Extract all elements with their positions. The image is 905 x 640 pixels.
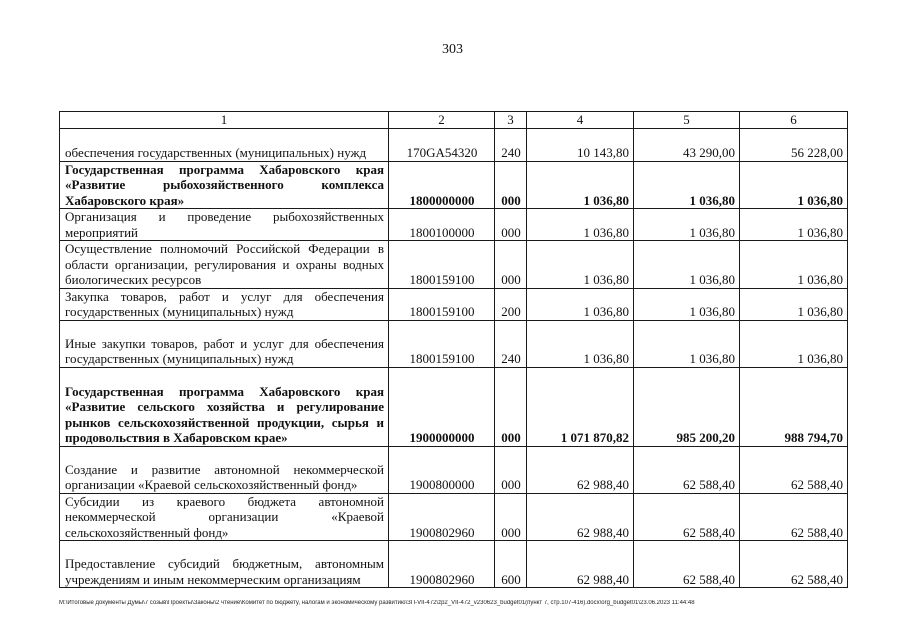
amount-col-5: 1 036,80 [634,320,740,367]
amount-col-5: 43 290,00 [634,128,740,161]
amount-col-6: 1 036,80 [740,288,848,320]
row-name: Осуществление полномочий Российской Федерации в области организации, регулирования и охраны водных биологических ресурсов [60,241,389,289]
amount-col-4: 62 988,40 [527,541,634,588]
table-header-row [60,112,848,129]
amount-col-4: 62 988,40 [527,493,634,541]
column-header-6: 6 [740,112,848,129]
budget-table [59,111,848,588]
table-row [60,288,848,320]
amount-col-5: 1 036,80 [634,161,740,209]
expense-type: 240 [495,128,527,161]
table-row [60,493,848,541]
amount-col-6: 988 794,70 [740,367,848,446]
expense-type: 000 [495,367,527,446]
expense-type: 600 [495,541,527,588]
amount-col-4: 1 036,80 [527,241,634,289]
amount-col-6: 62 588,40 [740,541,848,588]
table-row [60,161,848,209]
amount-col-5: 1 036,80 [634,209,740,241]
target-code: 1800100000 [389,209,495,241]
amount-col-5: 62 588,40 [634,446,740,493]
expense-type: 240 [495,320,527,367]
table-row [60,209,848,241]
column-header-2: 2 [389,112,495,129]
row-name: Государственная программа Хабаровского края «Развитие рыбохозяйственного комплекса Хабаровского края» [60,161,389,209]
expense-type: 000 [495,446,527,493]
table-row [60,128,848,161]
amount-col-4: 1 036,80 [527,320,634,367]
target-code: 1800159100 [389,288,495,320]
target-code: 1800159100 [389,241,495,289]
column-header-5: 5 [634,112,740,129]
column-header-3: 3 [495,112,527,129]
amount-col-4: 1 071 870,82 [527,367,634,446]
table-row [60,541,848,588]
file-path-footer: M:\Итоговые документы Думы\7 созыв\Проекты\Законы\2 чтение\Комитет по бюджету, налогам и экономическому развитию\ЗП-VII-472\zp2_VII-472_v230623_budget01(пункт 7, стр.107-416).docx\org_budget01\23.06.2023 11:44:48 [59,600,695,606]
amount-col-6: 1 036,80 [740,209,848,241]
target-code: 1900802960 [389,493,495,541]
amount-col-5: 1 036,80 [634,288,740,320]
expense-type: 000 [495,493,527,541]
amount-col-6: 1 036,80 [740,320,848,367]
amount-col-5: 1 036,80 [634,241,740,289]
amount-col-4: 62 988,40 [527,446,634,493]
amount-col-6: 62 588,40 [740,493,848,541]
row-name: Иные закупки товаров, работ и услуг для обеспечения государственных (муниципальных) нужд [60,320,389,367]
amount-col-6: 1 036,80 [740,161,848,209]
amount-col-4: 1 036,80 [527,209,634,241]
amount-col-5: 985 200,20 [634,367,740,446]
table-row [60,320,848,367]
amount-col-5: 62 588,40 [634,541,740,588]
expense-type: 000 [495,209,527,241]
target-code: 1900802960 [389,541,495,588]
amount-col-6: 62 588,40 [740,446,848,493]
table-row [60,241,848,289]
expense-type: 200 [495,288,527,320]
amount-col-6: 1 036,80 [740,241,848,289]
amount-col-4: 1 036,80 [527,288,634,320]
amount-col-6: 56 228,00 [740,128,848,161]
page-number: 303 [442,42,463,57]
row-name: Субсидии из краевого бюджета автономной некоммерческой организации «Краевой сельскохозяйственный фонд» [60,493,389,541]
table-row [60,446,848,493]
target-code: 1800000000 [389,161,495,209]
expense-type: 000 [495,161,527,209]
target-code: 1900000000 [389,367,495,446]
row-name: обеспечения государственных (муниципальных) нужд [60,128,389,161]
amount-col-4: 1 036,80 [527,161,634,209]
column-header-1: 1 [60,112,389,129]
column-header-4: 4 [527,112,634,129]
target-code: 1900800000 [389,446,495,493]
row-name: Организация и проведение рыбохозяйственных мероприятий [60,209,389,241]
amount-col-4: 10 143,80 [527,128,634,161]
target-code: 1800159100 [389,320,495,367]
target-code: 170GA54320 [389,128,495,161]
row-name: Закупка товаров, работ и услуг для обеспечения государственных (муниципальных) нужд [60,288,389,320]
row-name: Создание и развитие автономной некоммерческой организации «Краевой сельскохозяйственный фонд» [60,446,389,493]
amount-col-5: 62 588,40 [634,493,740,541]
table-row [60,367,848,446]
row-name: Государственная программа Хабаровского края «Развитие сельского хозяйства и регулирование рынков сельскохозяйственной продукции, сырья и продовольствия в Хабаровском крае» [60,367,389,446]
expense-type: 000 [495,241,527,289]
row-name: Предоставление субсидий бюджетным, автономным учреждениям и иным некоммерческим организациям [60,541,389,588]
